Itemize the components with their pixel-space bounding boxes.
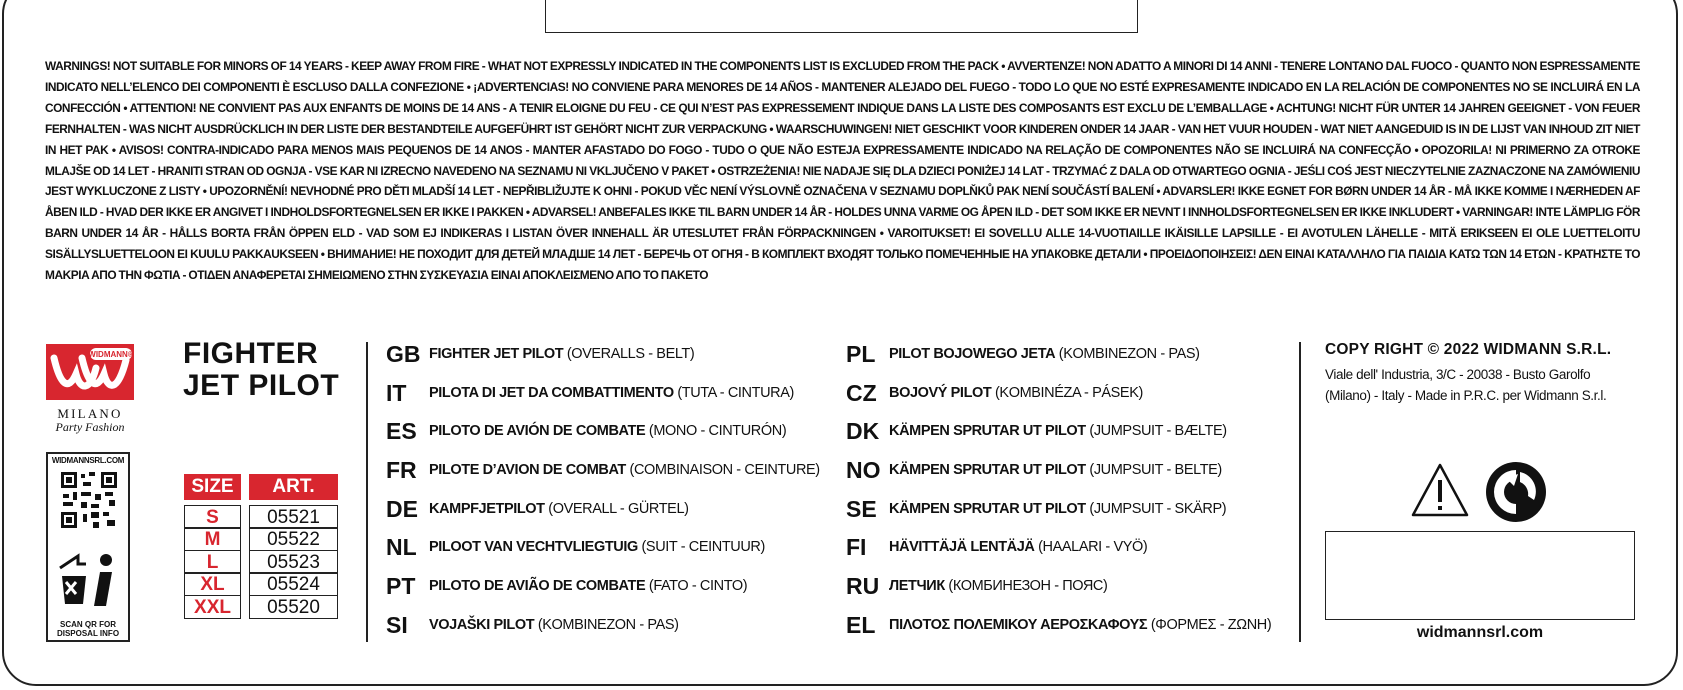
product-name-translation: PILOOT VAN VECHTVLIEGTUIG	[429, 539, 638, 556]
language-row-fr	[386, 456, 820, 495]
product-detail-translation: (MONO - CINTURÓN)	[648, 423, 787, 440]
product-detail-translation: (KOMBINEZON - PAS)	[1058, 346, 1200, 362]
art-cell: 05523	[249, 550, 338, 574]
language-code: SE	[846, 495, 877, 522]
logo-badge-text: WIDMANN®	[88, 350, 134, 359]
product-name-translation: KÄMPEN SPRUTAR UT PILOT	[889, 500, 1086, 517]
qr-disposal-block	[46, 452, 130, 642]
qr-code-icon[interactable]	[59, 470, 119, 530]
language-code: EL	[846, 611, 876, 638]
product-detail-translation: (JUMPSUIT - BÆLTE)	[1089, 423, 1227, 440]
language-row-no	[846, 456, 1271, 495]
language-code: CZ	[846, 379, 877, 406]
art-cell: 05521	[249, 505, 338, 529]
divider-right	[1299, 342, 1301, 642]
size-cell: S	[184, 505, 241, 529]
language-description	[889, 340, 1200, 368]
language-code: FI	[846, 534, 867, 561]
language-row-se	[846, 495, 1271, 534]
size-cell: XXL	[184, 595, 241, 619]
language-description	[429, 340, 694, 368]
copyright-title: COPY RIGHT © 2022 WIDMANN S.R.L.	[1325, 341, 1612, 358]
product-detail-translation: (COMBINAISON - CEINTURE)	[629, 462, 820, 479]
product-name-translation: ΠΙΛΟΤΟΣ ΠΟΛΕΜΙΚΟΥ ΑΕΡΟΣΚΑΦΟΥΣ	[889, 616, 1148, 633]
language-code: NL	[386, 534, 417, 561]
product-title	[183, 338, 339, 402]
warning-triangle-icon	[1410, 462, 1470, 518]
warnings-block	[45, 56, 1640, 286]
language-list-left	[386, 340, 820, 650]
size-header: SIZE	[184, 474, 241, 500]
language-row-fi	[846, 533, 1271, 572]
product-name-translation: PILOT BOJOWEGO JETA	[889, 346, 1056, 362]
language-description	[889, 456, 1222, 484]
language-row-pt	[386, 572, 820, 611]
product-name-translation: BOJOVÝ PILOT	[889, 384, 992, 401]
language-row-de	[386, 495, 820, 534]
language-row-nl	[386, 533, 820, 572]
language-code: DK	[846, 418, 880, 445]
language-row-gb	[386, 340, 820, 379]
art-cell: 05520	[249, 595, 338, 619]
language-code: PT	[386, 573, 416, 600]
warnings-text: WARNINGS! NOT SUITABLE FOR MINORS OF 14 YEARS - KEEP AWAY FROM FIRE - WHAT NOT EXPRESSLY INDICATED IN THE COMPONENTS LIST IS EXCLUDED FROM THE PACK • AVVERTENZE! NON ADATTO A MINORI DI 14 ANNI - TENERE LONTANO DAL FUOCO - QUANTO NON ESPRESSAMENTE INDICATO NELL’ELENCO DEI COMPONENTI È ESCLUSO DALLA CONFEZIONE • ¡ADVERTENCIAS! NO CONVIENE PARA MENORES DE 14 AÑOS - MANTENER ALEJADO DEL FUEGO - TODO LO QUE NO ESTÉ EXPRESAMENTE INDICADO EN LA RELACIÓN DE COMPONENTES NO SE INCLUIRÁ EN LA CONFECCIÓN • ATTENTION! NE CONVIENT PAS AUX ENFANTS DE MOINS DE 14 ANS - A TENIR ELOIGNE DU FEU - CE QUI N’EST PAS EXPRESSEMENT INDIQUE DANS LA LISTE DES COMPOSANTS EST EXCLU DE L’EMBALLAGE • ACHTUNG! NICHT FÜR UNTER 14 JAHREN GEEIGNET - VON FEUER FERNHALTEN - WAS NICHT AUSDRÜCKLICH IN DER LISTE DER BESTANDTEILE AUFGEFÜHRT IST GEHÖRT NICHT ZUR VERPACKUNG • WAARSCHUWINGEN! NIET GESCHIKT VOOR KINDEREN ONDER 14 JAAR - VAN HET VUUR HOUDEN - WAT NIET AANGEDUID IS IN DE LIJST VAN INHOUD ZIT NIET IN HET PAK • AVISOS! CONTRA-INDICADO PARA MENOS MAIS PEQUENOS DE 14 ANOS - MANTER AFASTADO DO FOGO - TUDO O QUE NÃO ESTEJA EXPRESSAMENTE INDICADO NA RELAÇÃO DE COMPONENTES NÃO SE INCLUIRÁ NA CONFECÇÃO • OPOZORILA! NI PRIMERNO ZA OTROKE MLAJŠE OD 14 LET - HRANITI STRAN OD OGNJA - VSE KAR NI IZRECNO NAVEDENO NA SEZNAMU NI VKLJUČENO V PAKET • OSTRZEŻENIA! NIE NADAJE SIĘ DLA DZIECI PONIŻEJ 14 LAT - TRZYMAĆ Z DALA OD OTWARTEGO OGNIA - JEŚLI COŚ JEST NIECZYTELNIE ZAZNACZONE NA ZAMÓWIENIU JEST WYKLUCZONE Z LISTY • UPOZORNĚNÍ! NEVHODNÉ PRO DĚTI MLADŠÍ 14 LET - NEPŘIBLIŽUJTE K OHNI - POKUD VĚC NENÍ VÝSLOVNĚ OZNAČENA V SEZNAMU DOPLŇKŮ PAK NENÍ SOUČÁSTÍ BALENÍ • ADVARSLER! IKKE EGNET FOR BØRN UNDER 14 ÅR - MÅ IKKE KOMME I NÆRHEDEN AF ÅBEN ILD - HVAD DER IKKE ER ANGIVET I INDHOLDSFORTEGNELSEN ER IKKE I PAKKEN • ADVARSEL! ANBEFALES IKKE TIL BARN UNDER 14 ÅR - HOLDES UNNA VARME OG ÅPEN ILD - DET SOM IKKE ER NEVNT I INNHOLDSFORTEGNELSEN ER IKKE INKLUDERT • VARNINGAR! INTE LÄMPLIG FÖR BARN UNDER 14 ÅR - HÅLLS BORTA FRÅN ÖPPEN ELD - VAD SOM EJ INDIKERAS I LISTAN ÖVER INNEHALL ÄR UTESLUTET FRÅN FÖRPACKNINGEN • VAROITUKSET! EI SOVELLU ALLE 14-VUOTIAILLE IKÄISILLE LAPSILLE - EI AVOTULEN LÄHELLE - MITÄ ERIKSEEN EI OLE LUETTELOITU SISÄLLYSLUETTELOON EI KUULU PAKKAUKSEEN • ВНИМАНИЕ! НЕ ПОХОДИТ ДЛЯ ДЕТЕЙ МЛАДШЕ 14 ЛЕТ - БЕРЕЧЬ ОТ ОГНЯ - В КОМПЛЕКТ ВХОДЯТ ТОЛЬКО ПОМЕЧЕННЫЕ НА УПАКОВКЕ ДЕТАЛИ • ΠΡΟΕΙΔΟΠΟΙΗΣΕΙΣ! ΔΕΝ ΕΙΝΑΙ ΚΑΤΑΛΛΗΛΟ ΓΙΑ ΠΑΙΔΙΑ ΚΑΤΩ ΤΩΝ 14 ΕΤΩΝ - ΚΡΑΤΗΣΤΕ ΤΟ ΜΑΚΡΙΑ ΑΠΟ ΤΗΝ ΦΩΤΙΑ - ΟΤΙΔΕΝ ΑΝΑΦΕΡΕΤΑΙ ΣΗΜΕΙΩΜΕΝΟ ΣΤΗΝ ΣΥΣΚΕΥΑΣΙΑ ΕΙΝΑΙ ΑΠΟΚΛΕΙΣΜΕΝΟ ΑΠΟ ΤΟ ΠΑΚΕΤΟ	[45, 59, 1640, 283]
language-row-es	[386, 417, 820, 456]
qr-url-label: WIDMANNSRL.COM	[51, 456, 125, 465]
language-code: GB	[386, 341, 421, 367]
language-description	[429, 379, 794, 407]
language-description	[889, 495, 1226, 523]
language-description	[889, 417, 1227, 445]
language-code: PL	[846, 341, 876, 367]
language-code: ES	[386, 418, 417, 445]
language-description	[429, 456, 820, 484]
qr-scan-line2: DISPOSAL INFO	[56, 629, 120, 638]
product-name-translation: VOJAŠKI PILOT	[429, 616, 535, 633]
art-header: ART.	[249, 474, 338, 500]
website-link[interactable]: widmannsrl.com	[1416, 624, 1544, 641]
brand-logo	[46, 340, 138, 435]
size-row	[184, 551, 338, 574]
language-row-cz	[846, 379, 1271, 418]
language-description	[889, 379, 1143, 407]
size-cell: M	[184, 527, 241, 551]
art-cell: 05524	[249, 572, 338, 596]
product-name-translation: KÄMPEN SPRUTAR UT PILOT	[889, 423, 1086, 440]
language-code: SI	[386, 611, 408, 638]
product-name-translation: KAMPFJETPILOT	[429, 500, 545, 517]
brand-tagline: Party Fashion	[55, 420, 125, 434]
product-name-translation: PILOTA DI JET DA COMBATTIMENTO	[429, 384, 674, 401]
size-row	[184, 574, 338, 597]
product-detail-translation: (JUMPSUIT - BELTE)	[1089, 462, 1222, 479]
language-description	[429, 611, 679, 639]
address-line1: Viale dell' Industria, 3/C - 20038 - Busto Garolfo	[1325, 367, 1591, 382]
qr-scan-caption	[48, 620, 128, 638]
product-detail-translation: (FATO - CINTO)	[648, 578, 748, 595]
language-description	[429, 495, 689, 523]
green-dot-recycle-icon	[1484, 460, 1548, 524]
brand-city: MILANO	[57, 406, 123, 421]
copyright-address	[1325, 364, 1645, 406]
top-label-box	[545, 0, 1138, 33]
language-code: NO	[846, 457, 881, 484]
product-name-translation: PILOTO DE AVIÃO DE COMBATE	[429, 578, 646, 595]
product-name-translation: ЛЕТЧИК	[889, 578, 945, 595]
art-cell: 05522	[249, 527, 338, 551]
language-code: IT	[386, 379, 407, 406]
product-title-line1: FIGHTER	[183, 337, 319, 370]
language-code: RU	[846, 573, 880, 600]
language-row-ru	[846, 572, 1271, 611]
language-description	[889, 611, 1271, 639]
size-row	[184, 596, 338, 619]
copyright-block	[1325, 341, 1645, 406]
language-description	[429, 533, 765, 561]
product-detail-translation: (SUIT - CEINTUUR)	[641, 539, 765, 556]
widmann-logo-icon	[46, 340, 138, 402]
product-detail-translation: (OVERALL - GÜRTEL)	[548, 500, 689, 517]
language-description	[429, 572, 747, 600]
size-cell: L	[184, 550, 241, 574]
address-line2: (Milano) - Italy - Made in P.R.C. per Widmann S.r.l.	[1325, 388, 1607, 403]
size-table	[184, 474, 338, 619]
language-row-pl	[846, 340, 1271, 379]
product-detail-translation: (КОМБИНЕЗОН - ПОЯС)	[948, 578, 1108, 595]
product-detail-translation: (ΦΟΡΜΕΣ - ΖΩΝΗ)	[1150, 616, 1272, 633]
product-name-translation: FIGHTER JET PILOT	[429, 346, 564, 362]
disposal-info-icon	[56, 550, 124, 610]
language-code: DE	[386, 495, 418, 522]
language-list-right	[846, 340, 1271, 650]
product-detail-translation: (KOMBINÉZA - PÁSEK)	[995, 384, 1143, 401]
language-code: FR	[386, 457, 417, 484]
product-name-translation: KÄMPEN SPRUTAR UT PILOT	[889, 462, 1086, 479]
product-name-translation: PILOTE D’AVION DE COMBAT	[429, 462, 626, 479]
divider-left	[366, 342, 368, 642]
language-description	[889, 572, 1107, 600]
product-detail-translation: (HAALARI - VYÖ)	[1038, 539, 1148, 556]
language-row-dk	[846, 417, 1271, 456]
product-name-translation: PILOTO DE AVIÓN DE COMBATE	[429, 423, 646, 440]
language-row-it	[386, 379, 820, 418]
qr-scan-line1: SCAN QR FOR	[60, 620, 116, 629]
size-cell: XL	[184, 572, 241, 596]
product-detail-translation: (KOMBINEZON - PAS)	[537, 616, 679, 633]
size-row	[184, 529, 338, 552]
language-description	[889, 533, 1147, 561]
blank-box	[1325, 531, 1635, 620]
product-detail-translation: (TUTA - CINTURA)	[677, 384, 794, 401]
size-table-header	[184, 474, 338, 500]
product-name-translation: HÄVITTÄJÄ LENTÄJÄ	[889, 539, 1035, 556]
product-title-line2: JET PILOT	[183, 369, 340, 402]
product-detail-translation: (JUMPSUIT - SKÄRP)	[1089, 500, 1227, 517]
language-row-el	[846, 611, 1271, 650]
language-row-si	[386, 611, 820, 650]
size-row	[184, 506, 338, 529]
language-description	[429, 417, 786, 445]
product-detail-translation: (OVERALLS - BELT)	[566, 346, 695, 362]
